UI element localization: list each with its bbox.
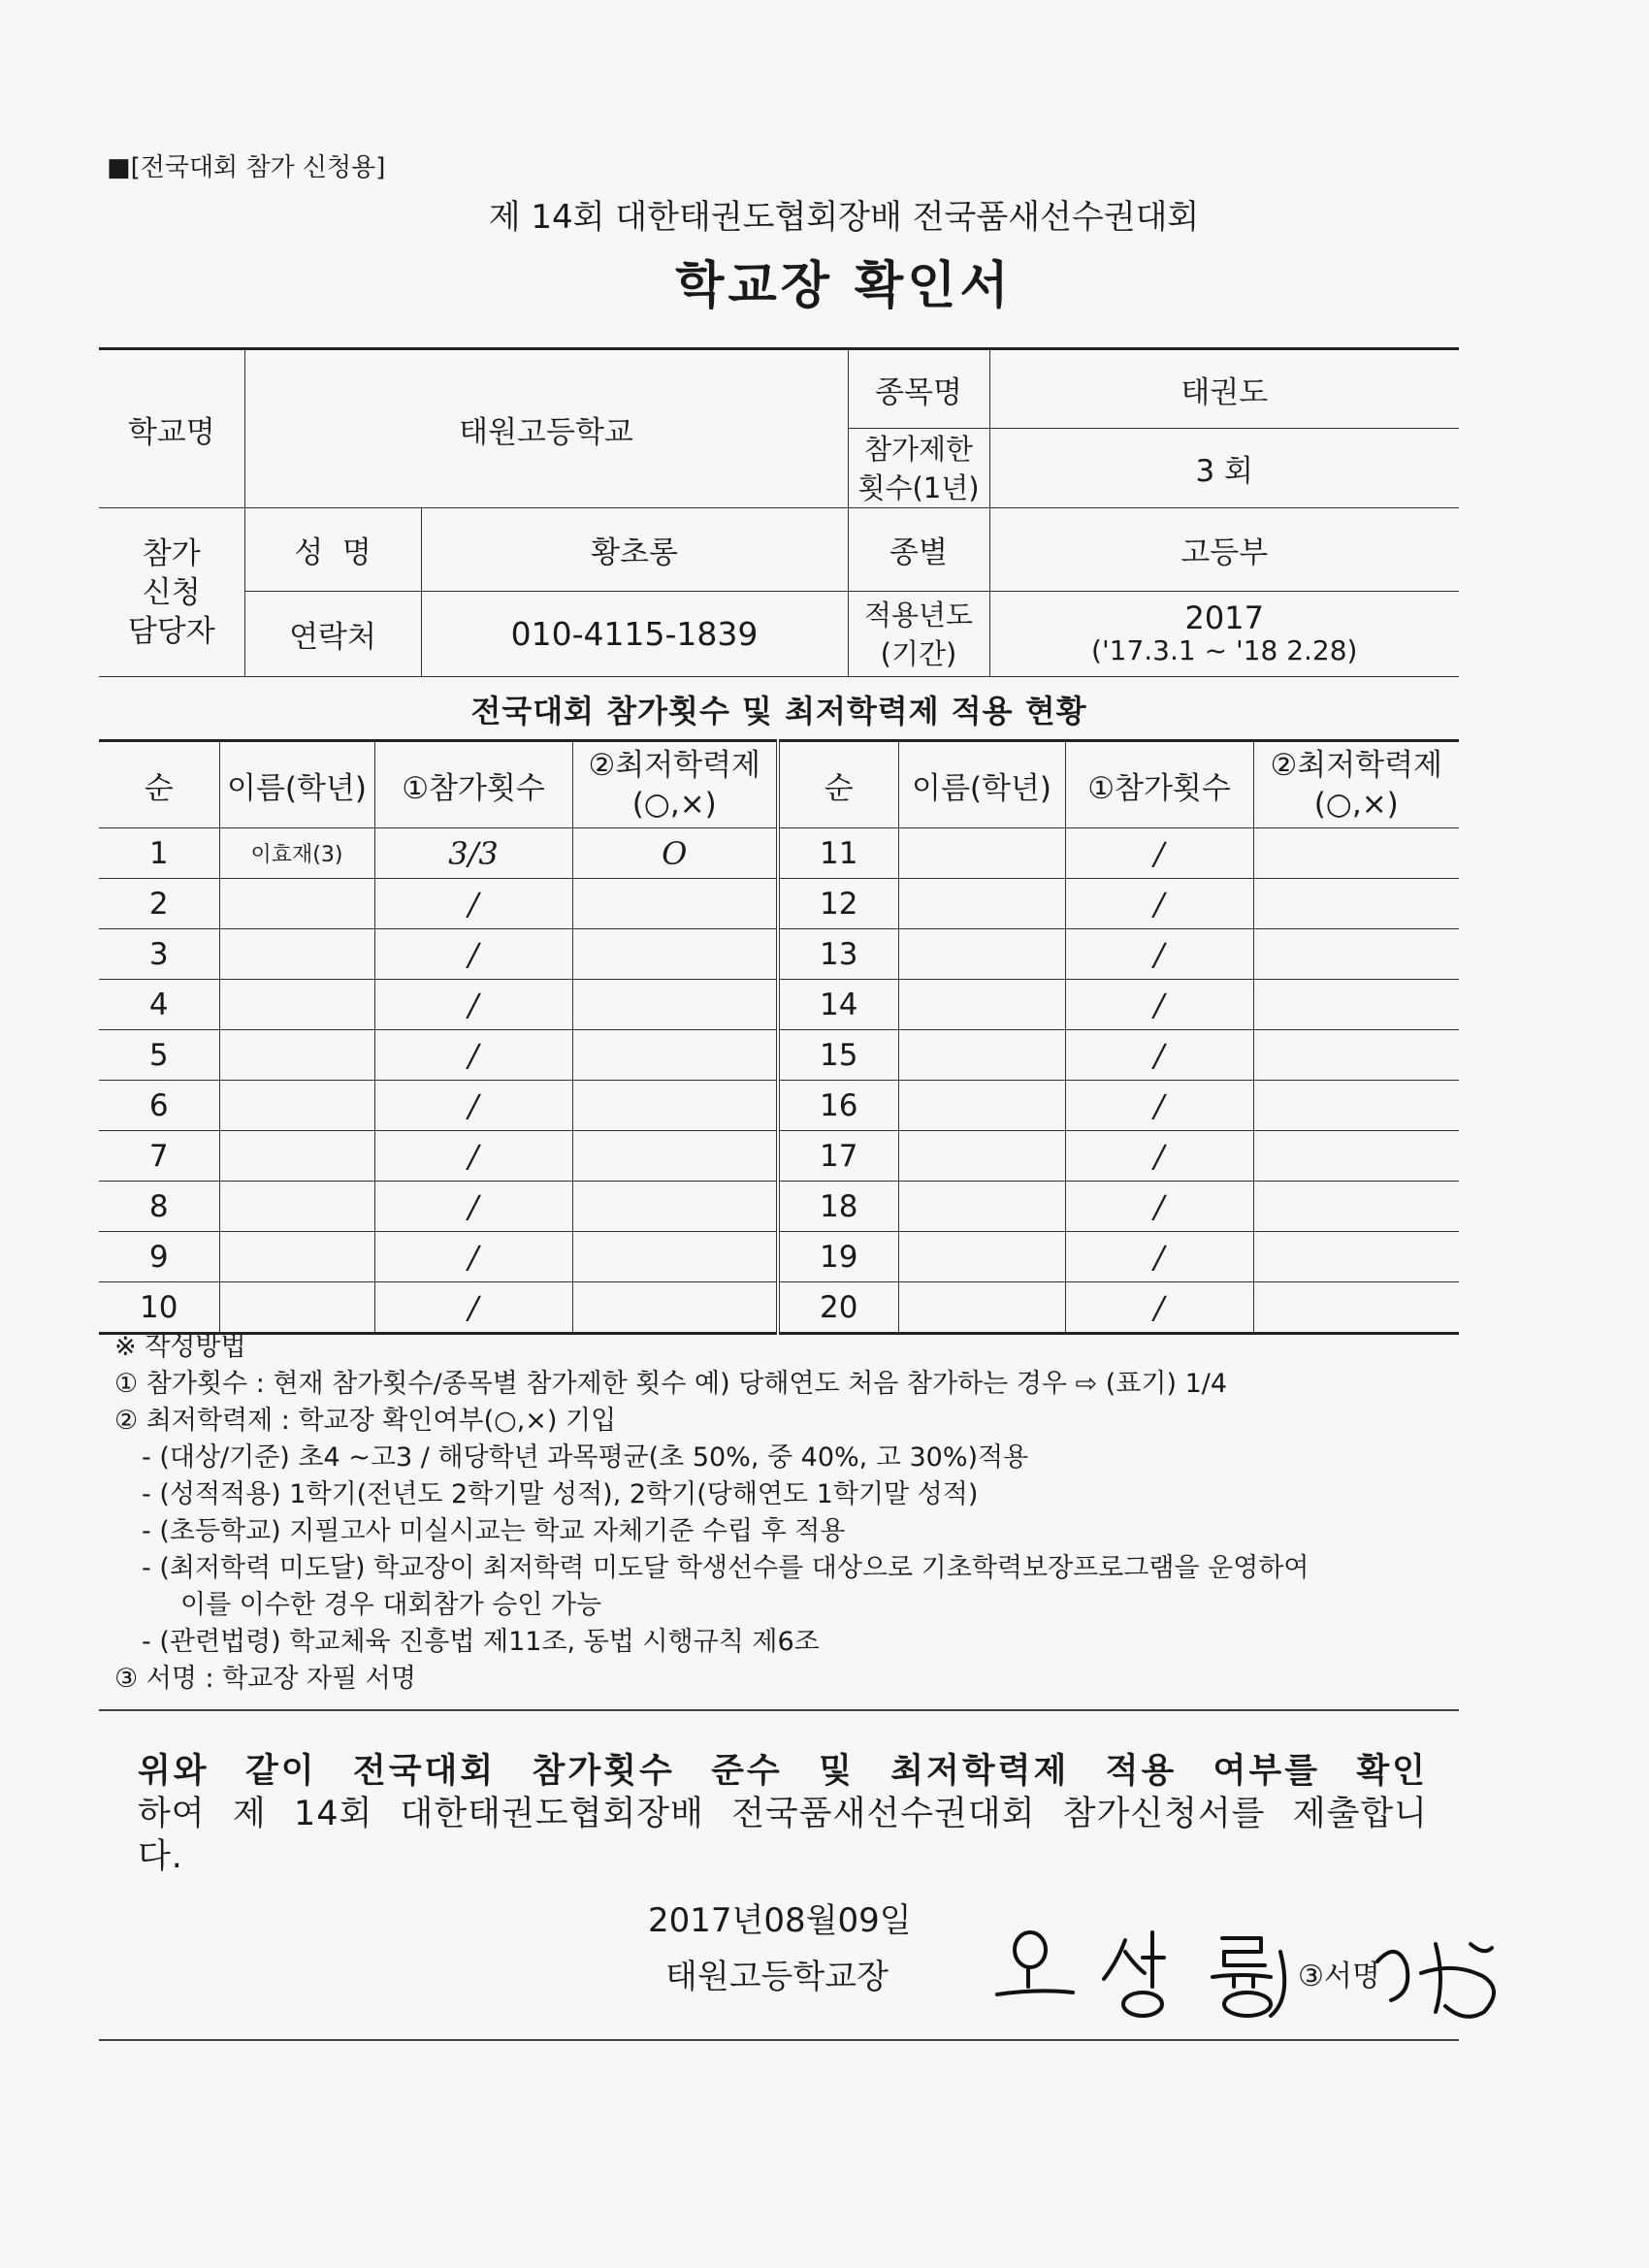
row-name-cell[interactable] [219, 929, 374, 980]
signature-date: 2017년08월09일 [648, 1901, 912, 1940]
year-value-year: 2017 [1184, 599, 1264, 636]
bottom-divider [99, 2039, 1459, 2041]
table-row [99, 1081, 1459, 1131]
header-no: 순 [778, 741, 898, 828]
row-min-cell[interactable]: O [572, 828, 778, 879]
row-name-cell[interactable] [898, 879, 1065, 929]
document-title: 학교장 확인서 [675, 257, 1013, 315]
row-no-cell[interactable]: 2 [99, 879, 219, 929]
row-count-cell[interactable]: / [1065, 929, 1253, 980]
row-count-cell[interactable]: / [374, 1182, 572, 1232]
header-name: 이름(학년) [219, 741, 374, 828]
row-count-cell[interactable]: / [1065, 828, 1253, 879]
row-count-cell[interactable]: / [374, 1282, 572, 1334]
row-name-cell[interactable] [219, 1182, 374, 1232]
row-count-cell[interactable]: / [1065, 1282, 1253, 1334]
table-row [99, 879, 1459, 929]
header-min-line1: ②최저학력제 [1270, 748, 1443, 783]
table-row [99, 980, 1459, 1030]
signer-title: 태원고등학교장 [665, 1958, 889, 1996]
row-name-cell[interactable] [219, 1232, 374, 1282]
table-row [99, 929, 1459, 980]
declaration-line2: 하여 제 14회 대한태권도협회장배 전국품새선수권대회 참가신청서를 제출합니 [138, 1795, 1428, 1833]
declaration-line3: 다. [138, 1837, 183, 1876]
row-name-cell[interactable] [898, 828, 1065, 879]
row-name-cell[interactable] [898, 929, 1065, 980]
form-tag: ■[전국대회 참가 신청용] [107, 153, 386, 182]
event-value: 태권도 [989, 349, 1459, 429]
header-count: ①참가횟수 [374, 741, 572, 828]
row-count-cell[interactable]: / [1065, 1182, 1253, 1232]
row-name-cell[interactable] [898, 1232, 1065, 1282]
table-row [99, 1131, 1459, 1182]
row-no-cell[interactable]: 3 [99, 929, 219, 980]
year-value [989, 592, 1459, 677]
row-name-cell[interactable] [219, 1030, 374, 1081]
row-no-cell[interactable]: 8 [99, 1182, 219, 1232]
instruction-2a: - (대상/기준) 초4 ~고3 / 해당학년 과목평균(초 50%, 중 40%, 고 30%)적용 [142, 1442, 1029, 1473]
limit-label-line2: 횟수(1년) [857, 470, 980, 504]
school-label: 학교명 [99, 349, 244, 508]
instruction-2: ② 최저학력제 : 학교장 확인여부(○,×) 기입 [114, 1406, 617, 1436]
seal-label: ③서명 [1298, 1960, 1380, 1993]
limit-value: 3 회 [989, 429, 1459, 508]
instructions [114, 1329, 1463, 1698]
row-count-cell[interactable]: / [1065, 1081, 1253, 1131]
row-min-cell[interactable] [572, 980, 778, 1030]
row-min-cell[interactable] [1253, 1282, 1459, 1334]
header-min-line2: (○,×) [631, 787, 717, 822]
row-name-cell[interactable] [219, 879, 374, 929]
row-count-cell[interactable]: / [374, 980, 572, 1030]
contact-label: 연락처 [244, 592, 421, 677]
row-min-cell[interactable] [1253, 828, 1459, 879]
row-name-cell[interactable] [898, 1282, 1065, 1334]
row-no-cell[interactable]: 6 [99, 1081, 219, 1131]
row-name-cell[interactable] [219, 1081, 374, 1131]
row-min-cell[interactable] [1253, 1182, 1459, 1232]
division-label: 종별 [848, 508, 989, 592]
row-min-cell[interactable] [572, 929, 778, 980]
row-no-cell[interactable]: 13 [778, 929, 898, 980]
instruction-3: ③ 서명 : 학교장 자필 서명 [114, 1664, 416, 1694]
row-min-cell[interactable] [572, 1182, 778, 1232]
row-name-cell[interactable] [219, 1131, 374, 1182]
header-min-line1: ②최저학력제 [588, 748, 761, 783]
row-count-cell[interactable]: / [1065, 1232, 1253, 1282]
row-no-cell[interactable]: 20 [778, 1282, 898, 1334]
row-name-cell[interactable] [898, 1030, 1065, 1081]
info-table [99, 347, 1459, 677]
applicant-label-line2: 신청 [142, 574, 201, 610]
limit-label [848, 429, 989, 508]
row-no-cell[interactable]: 4 [99, 980, 219, 1030]
row-no-cell[interactable]: 19 [778, 1232, 898, 1282]
row-min-cell[interactable] [1253, 1131, 1459, 1182]
row-min-cell[interactable] [1253, 929, 1459, 980]
row-count-cell[interactable]: / [374, 879, 572, 929]
row-no-cell[interactable]: 12 [778, 879, 898, 929]
event-label: 종목명 [848, 349, 989, 429]
name-value: 황초롱 [421, 508, 848, 592]
row-count-cell[interactable]: / [374, 1232, 572, 1282]
row-no-cell[interactable]: 5 [99, 1030, 219, 1081]
row-min-cell[interactable] [572, 1131, 778, 1182]
header-no: 순 [99, 741, 219, 828]
row-name-cell[interactable] [219, 1282, 374, 1334]
row-min-cell[interactable] [572, 1282, 778, 1334]
participation-table [99, 739, 1459, 1335]
instruction-2d-cont: 이를 이수한 경우 대회참가 승인 가능 [180, 1590, 602, 1620]
row-no-cell[interactable]: 7 [99, 1131, 219, 1182]
year-value-period: ('17.3.1 ~ '18 2.28) [1091, 633, 1358, 666]
name-label: 성 명 [244, 508, 421, 592]
instruction-2d: - (최저학력 미도달) 학교장이 최저학력 미도달 학생선수를 대상으로 기초학력보장프로그램을 운영하여 [142, 1553, 1310, 1583]
row-no-cell[interactable]: 14 [778, 980, 898, 1030]
row-min-cell[interactable] [1253, 1081, 1459, 1131]
table-row [99, 828, 1459, 879]
row-no-cell[interactable]: 10 [99, 1282, 219, 1334]
row-name-cell[interactable] [898, 1081, 1065, 1131]
instruction-2b: - (성적적용) 1학기(전년도 2학기말 성적), 2학기(당해연도 1학기말 성적) [142, 1479, 979, 1509]
contact-value: 010-4115-1839 [421, 592, 848, 677]
row-min-cell[interactable] [1253, 1030, 1459, 1081]
header-name: 이름(학년) [898, 741, 1065, 828]
division-value: 고등부 [989, 508, 1459, 592]
header-count: ①참가횟수 [1065, 741, 1253, 828]
instruction-1: ① 참가횟수 : 현재 참가횟수/종목별 참가제한 횟수 예) 당해연도 처음 참가하는 경우 ⇨ (표기) 1/4 [114, 1369, 1228, 1399]
row-count-cell[interactable]: / [374, 1131, 572, 1182]
table-row [99, 1232, 1459, 1282]
row-no-cell[interactable]: 16 [778, 1081, 898, 1131]
year-label-line1: 적용년도 [863, 598, 974, 632]
row-name-cell[interactable] [898, 980, 1065, 1030]
applicant-label-line1: 참가 [142, 535, 201, 571]
row-no-cell[interactable]: 18 [778, 1182, 898, 1232]
row-count-cell[interactable]: 3/3 [374, 828, 572, 879]
table-header-row [99, 741, 1459, 828]
year-label-line2: (기간) [880, 636, 957, 670]
declaration [138, 1750, 1428, 1878]
row-count-cell[interactable]: / [374, 1030, 572, 1081]
instruction-2e: - (관련법령) 학교체육 진흥법 제11조, 동법 시행규칙 제6조 [142, 1627, 820, 1657]
row-min-cell[interactable] [1253, 1232, 1459, 1282]
row-count-cell[interactable]: / [1065, 1030, 1253, 1081]
header-min-line2: (○,×) [1313, 787, 1399, 822]
section-title: 전국대회 참가횟수 및 최저학력제 적용 현황 [470, 693, 1087, 729]
applicant-label-line3: 담당자 [127, 613, 215, 649]
row-name-cell[interactable] [219, 980, 374, 1030]
row-count-cell[interactable]: / [1065, 1131, 1253, 1182]
row-name-cell[interactable] [898, 1131, 1065, 1182]
row-name-cell[interactable] [898, 1182, 1065, 1232]
row-count-cell[interactable]: / [1065, 879, 1253, 929]
header-min [1253, 741, 1459, 828]
row-min-cell[interactable] [572, 879, 778, 929]
limit-label-line1: 참가제한 [863, 432, 974, 466]
row-no-cell[interactable]: 15 [778, 1030, 898, 1081]
divider [99, 1709, 1459, 1711]
row-min-cell[interactable] [1253, 879, 1459, 929]
applicant-label [99, 508, 244, 677]
year-label [848, 592, 989, 677]
table-row [99, 1030, 1459, 1081]
handwritten-signature [980, 1923, 1523, 2029]
instructions-heading: ※ 작성방법 [114, 1332, 246, 1362]
row-no-cell[interactable]: 11 [778, 828, 898, 879]
table-row [99, 1182, 1459, 1232]
row-count-cell[interactable]: / [374, 929, 572, 980]
row-min-cell[interactable] [1253, 980, 1459, 1030]
header-min [572, 741, 778, 828]
row-no-cell[interactable]: 9 [99, 1232, 219, 1282]
instruction-2c: - (초등학교) 지필고사 미실시교는 학교 자체기준 수립 후 적용 [142, 1516, 846, 1546]
row-no-cell[interactable]: 1 [99, 828, 219, 879]
row-min-cell[interactable] [572, 1081, 778, 1131]
school-value: 태원고등학교 [244, 349, 848, 508]
declaration-line1: 위와 같이 전국대회 참가횟수 준수 및 최저학력제 적용 여부를 확인 [138, 1752, 1428, 1791]
row-name-cell[interactable]: 이효재(3) [219, 828, 374, 879]
row-count-cell[interactable]: / [374, 1081, 572, 1131]
table-row [99, 1282, 1459, 1334]
event-subtitle: 제 14회 대한태권도협회장배 전국품새선수권대회 [488, 198, 1200, 237]
row-min-cell[interactable] [572, 1232, 778, 1282]
row-no-cell[interactable]: 17 [778, 1131, 898, 1182]
row-count-cell[interactable]: / [1065, 980, 1253, 1030]
row-min-cell[interactable] [572, 1030, 778, 1081]
